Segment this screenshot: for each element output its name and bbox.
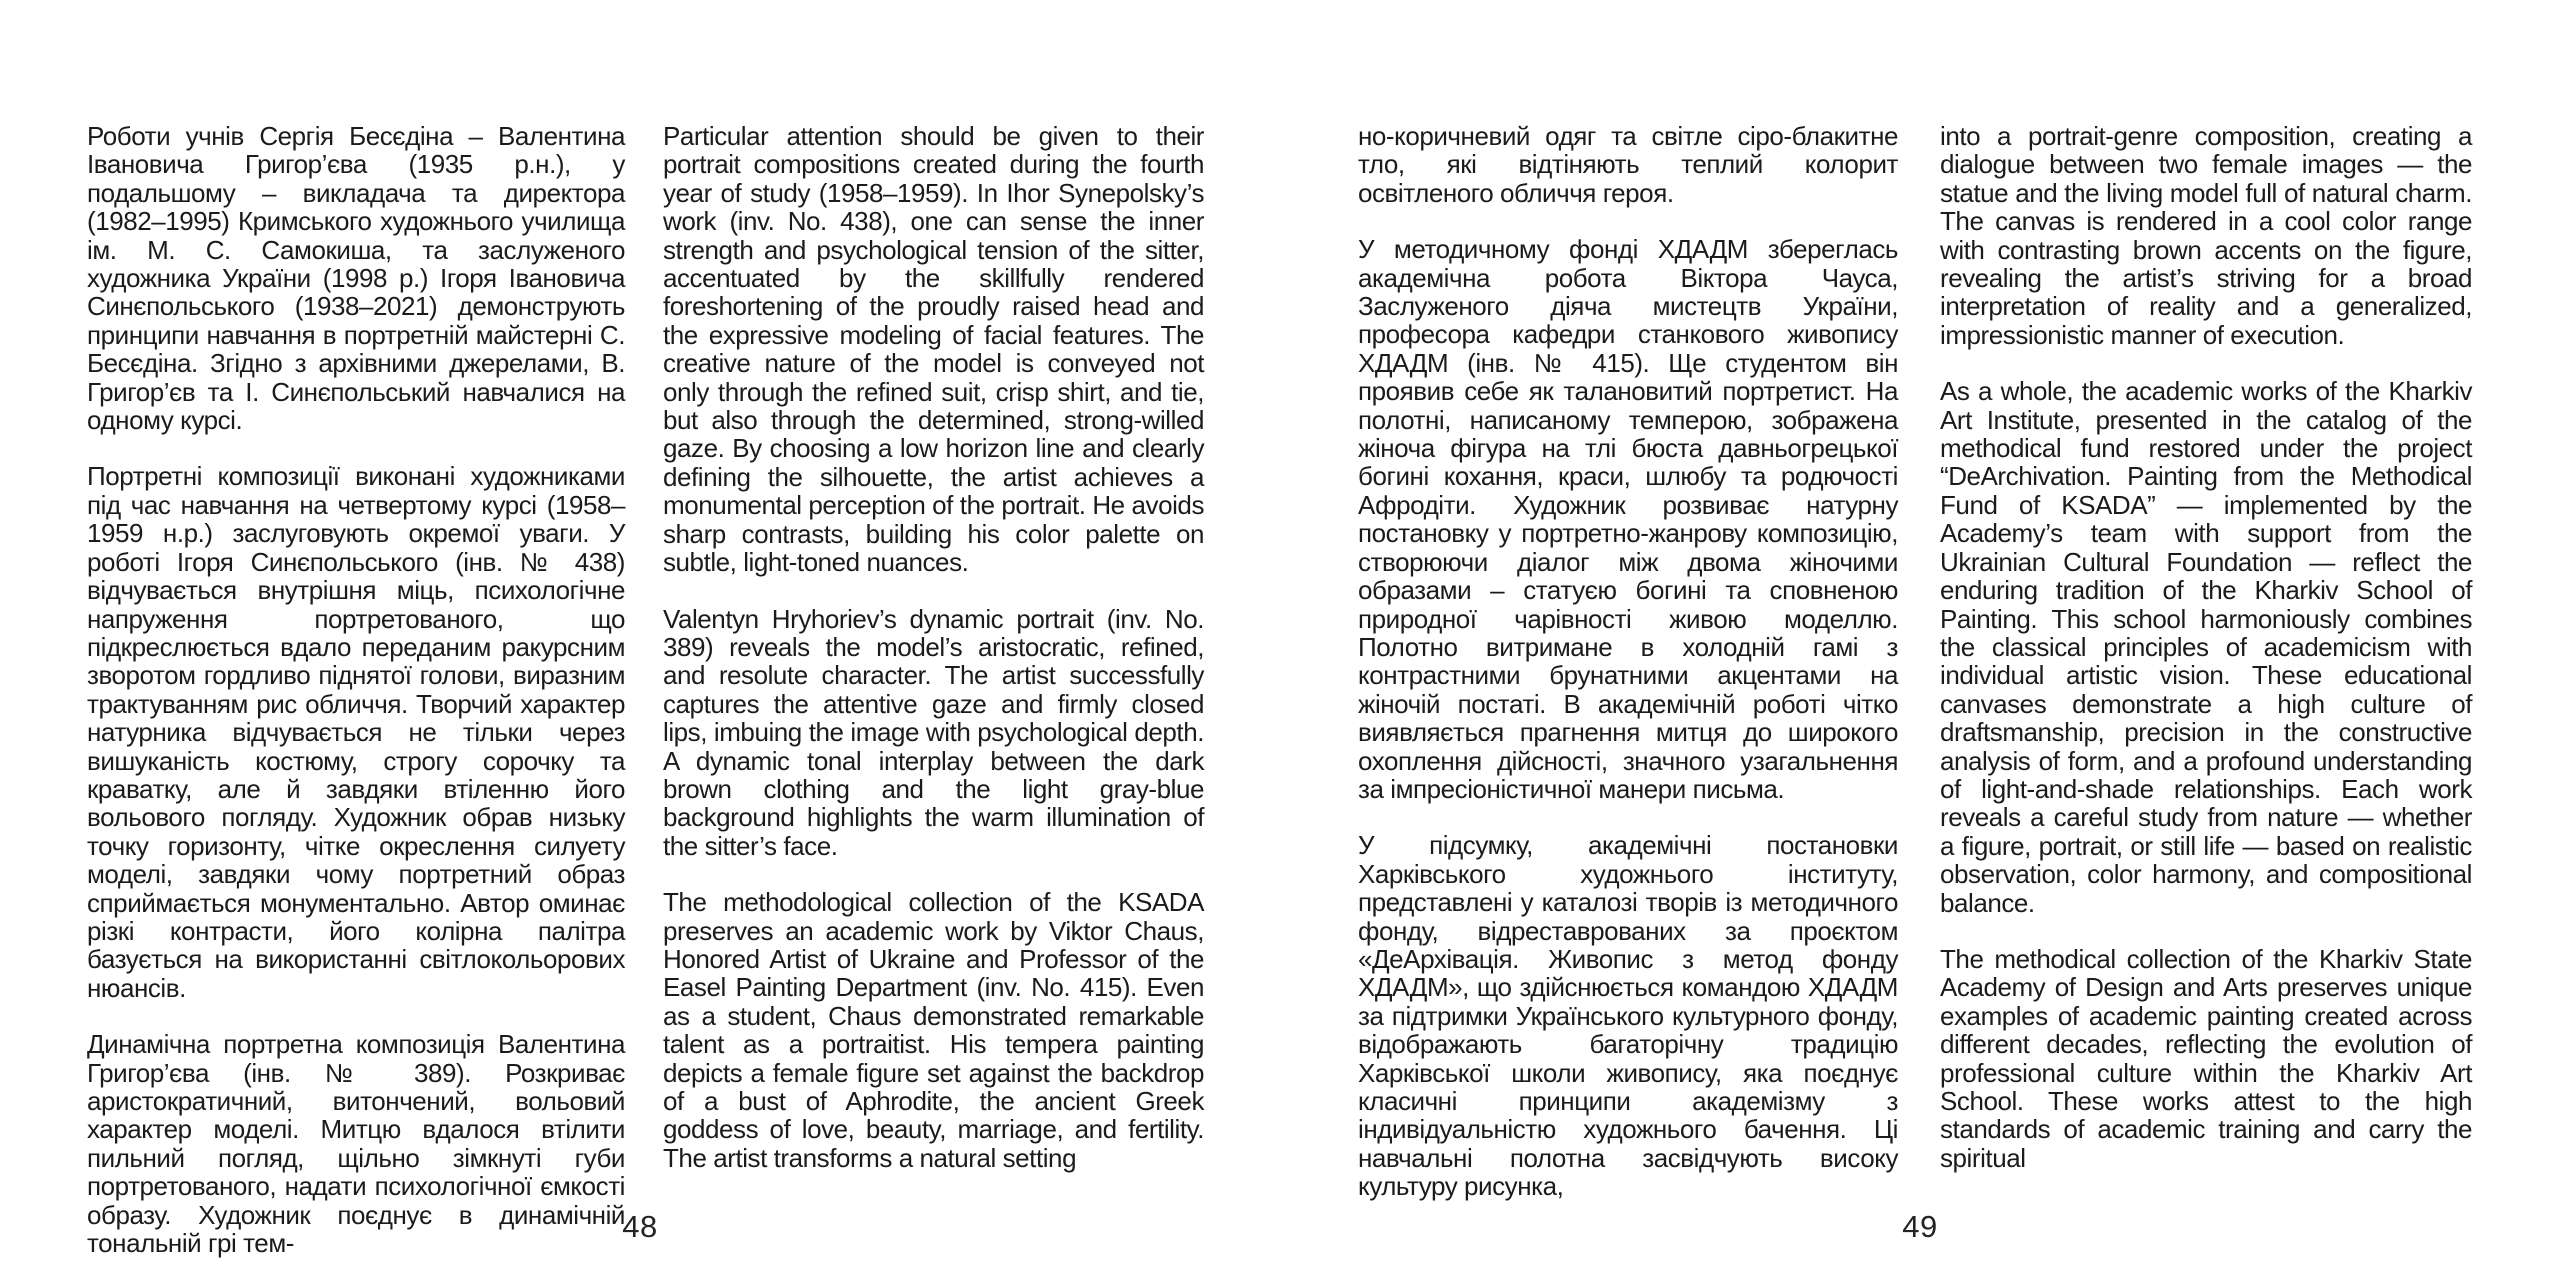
paragraph: Valentyn Hryhoriev’s dynamic portrait (inv. No. 389) reveals the model’s aristocratic, refined, and resolute character. The artist successfully captures the attentive gaze and firmly closed lips, imbuing the image with psychological depth. A dynamic tonal interplay between the dark brown clothing and the light gray-blue background highlights the warm illumination of the sitter’s face. bbox=[663, 603, 1204, 861]
page-number-right: 49 bbox=[1902, 1209, 1938, 1244]
paragraph: Particular attention should be given to their portrait compositions created during the fourth year of study (1958–1959). In Ihor Synepolsky’s work (inv. No. 438), one can sense the inner strength and psychological tension of the sitter, accentuated by the skillfully rendered foreshortening of the proudly raised head and the expressive modeling of facial features. The creative nature of the model is conveyed not only through the refined suit, crisp shirt, and tie, but also through the determined, strong-willed gaze. By choosing a low horizon line and clearly defining the silhouette, the artist achieves a monumental perception of the portrait. He avoids sharp contrasts, building his color palette on subtle, light-toned nuances. bbox=[663, 121, 1204, 578]
page-49 bbox=[1280, 0, 2560, 1280]
paragraph: As a whole, the academic works of the Kharkiv Art Institute, presented in the catalog of the methodical fund restored under the project “DeArchivation. Painting from the Methodical Fund of KSADA” — implemented by the Academy’s team with support from the Ukrainian Cultural Foundation — reflect the enduring tradition of the Kharkiv School of Painting. This school harmoniously combines the classical principles of academicism with individual artistic vision. These educational canvases demonstrate a high culture of draftsmanship, precision in the constructive analysis of form, and a profound understanding of light-and-shade relationships. Each work reveals a careful study from nature — whether a figure, portrait, or still life — based on realistic observation, color harmony, and compositional balance. bbox=[1940, 376, 2472, 918]
text-column-ukrainian-right bbox=[1358, 122, 1898, 1201]
text-column-english-left bbox=[663, 122, 1204, 1172]
text-column-english-right bbox=[1940, 122, 2472, 1172]
paragraph: The methodological collection of the KSADA preserves an academic work by Viktor Chaus, Honored Artist of Ukraine and Professor of the Easel Painting Department (inv. No. 415). Even as a student, Chaus demonstrated remarkable talent as a portraitist. His tempera painting depicts a female figure set against the backdrop of a bust of Aphrodite, the ancient Greek goddess of love, beauty, marriage, and fertility. The artist transforms a natural setting bbox=[663, 887, 1204, 1173]
paragraph: into a portrait-genre composition, creating a dialogue between two female images — the statue and the living model full of natural charm. The canvas is rendered in a cool color range with contrasting brown accents on the figure, revealing the artist’s striving for a broad interpretation of reality and a generalized, impressionistic manner of execution. bbox=[1940, 121, 2472, 350]
paragraph: но-коричневий одяг та світле сіро-блакитне тло, які відтіняють теплий колорит освітленого обличчя героя. bbox=[1358, 121, 1898, 208]
page-number-left: 48 bbox=[622, 1209, 658, 1244]
paragraph: У методичному фонді ХДАДМ збереглась академічна робота Віктора Чауса, Заслуженого діяча мистецтв України, професора кафедри станкового живопису ХДАДМ (інв. № 415). Ще студентом він проявив себе як талановитий портретист. На полотні, написаному темперою, зображена жіноча фігура на тлі бюста давньогрецької богині кохання, краси, шлюбу та родючості Афродіти. Художник розвиває натурну постановку у портретно-жанрову композицію, створюючи діалог між двома жіночими образами – статуєю богині та сповненою природної чарівності живою моделлю. Полотно витримане в холодній гамі з контрастними брунатними акцентами на жіночій постаті. В академічній роботі чітко виявляється прагнення митця до широкого охоплення дійсності, значного узагальнення за імпресіоністичної манери письма. bbox=[1358, 234, 1898, 804]
paragraph: The methodical collection of the Kharkiv State Academy of Design and Arts preserves unique examples of academic painting created across different decades, reflecting the evolution of professional culture within the Kharkiv Art School. These works attest to the high standards of academic training and carry the spiritual bbox=[1940, 943, 2472, 1173]
text-column-ukrainian-left bbox=[87, 122, 625, 1257]
paragraph: У підсумку, академічні постановки Харківського художнього інституту, представлені у каталозі творів із методичного фонду, відреставрованих за проєктом «ДеАрхівація. Живопис з метод фонду ХДАДМ», що здійснюється командою ХДАДМ за підтримки Українського культурного фонду, відображають багаторічну традицію Харківської школи живопису, яка поєднує класичні принципи академізму з індивідуальністю художнього бачення. Ці навчальні полотна засвідчують високу культуру рисунка, bbox=[1358, 830, 1898, 1202]
paragraph: Роботи учнів Сергія Бесєдіна – Валентина Івановича Григор’єва (1935 р.н.), у подальшому – викладача та директора (1982–1995) Кримського художнього училища ім. М. С. Самокиша, та заслуженого художника України (1998 р.) Ігоря Івановича Синєпольського (1938–2021) демонструють принципи навчання в портретній майстерні С. Бесєдіна. Згідно з архівними джерелами, В. Григор’єв та І. Синєпольський навчалися на одному курсі. bbox=[87, 121, 625, 436]
paragraph: Портретні композиції виконані художниками під час навчання на четвертому курсі (1958–1959 н.р.) заслуговують окремої уваги. У роботі Ігоря Синєпольського (інв. № 438) відчувається внутрішня міць, психологічне напруження портретованого, що підкреслюється вдало переданим ракурсним зворотом гордливо піднятої голови, виразним трактуванням рис обличчя. Творчий характер натурника відчувається не тільки через вишуканість костюму, строгу сорочку та краватку, але й завдяки втіленню його вольового погляду. Художник обрав низьку точку горизонту, чітке окреслення силуету моделі, завдяки чому портретний образ сприймається монументально. Автор оминає різкі контрасти, його колірна палітра базується на використанні світлокольорових нюансів. bbox=[87, 461, 625, 1003]
paragraph: Динамічна портретна композиція Валентина Григор’єва (інв. № 389). Розкриває аристократичний, витончений, вольовий характер моделі. Митцю вдалося втілити пильний погляд, щільно зімкнуті губи портретованого, надати психологічної ємкості образу. Художник поєднує в динамічній тональній грі тем- bbox=[87, 1029, 625, 1259]
